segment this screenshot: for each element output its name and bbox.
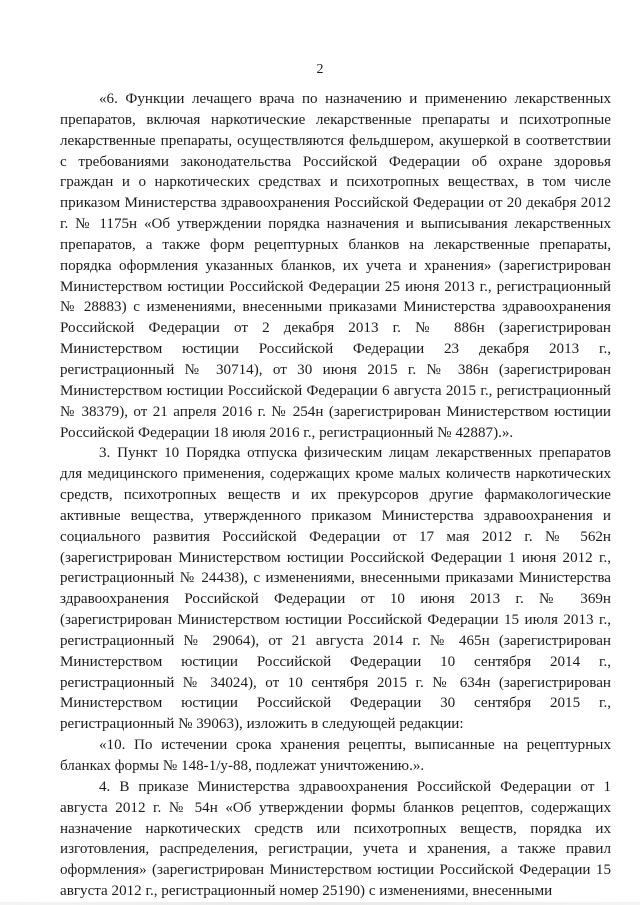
- paragraph-6-physician-functions: «6. Функции лечащего врача по назначению и применению лекарственных препаратов, включая наркотические лекарственные препараты и психотропные лекарственные препараты, осуществляются фельдшером, акушеркой в соответствии с требованиями законодательства Российской Федерации об охране здоровья граждан и о наркотических средствах и психотропных веществах, в том числе приказом Министерства здравоохранения Российской Федерации от 20 декабря 2012 г. № 1175н «Об утверждении порядка назначения и выписывания лекарственных препаратов, а также форм рецептурных бланков на лекарственные препараты, порядка оформления указанных бланков, их учета и хранения» (зарегистрирован Министерством юстиции Российской Федерации 25 июня 2013 г., регистрационный № 28883) с изменениями, внесенными приказами Министерства здравоохранения Российской Федерации от 2 декабря 2013 г. № 886н (зарегистрирован Министерством юстиции Российской Федерации 23 декабря 2013 г., регистрационный № 30714), от 30 июня 2015 г. № 386н (зарегистрирован Министерством юстиции Российской Федерации 6 августа 2015 г., регистрационный № 38379), от 21 апреля 2016 г. № 254н (зарегистрирован Министерством юстиции Российской Федерации 18 июля 2016 г., регистрационный № 42887).».: [60, 91, 611, 441]
- paragraph-4-order-54n: 4. В приказе Министерства здравоохранения Российской Федерации от 1 августа 2012 г. № 54н «Об утверждении формы бланков рецептов, содержащих назначение наркотических средств или психотропных веществ, порядка их изготовления, распределения, регистрации, учета и хранения, а также правил оформления» (зарегистрирован Министерством юстиции Российской Федерации 15 августа 2012 г., регистрационный номер 25190) с изменениями, внесенными: [60, 778, 611, 900]
- page-number: 2: [316, 62, 324, 77]
- paragraph-10-prescription-destruction: «10. По истечении срока хранения рецепты, выписанные на рецептурных бланках формы № 148-1/у-88, подлежат уничтожению.».: [60, 737, 611, 774]
- paragraph-3-dispensing-order: 3. Пункт 10 Порядка отпуска физическим лицам лекарственных препаратов для медицинского применения, содержащих кроме малых количеств наркотических средств, психотропных веществ и их прекурсоров другие фармакологические активные вещества, утвержденного приказом Министерства здравоохранения и социального развития Российской Федерации от 17 мая 2012 г. № 562н (зарегистрирован Министерством юстиции Российской Федерации 1 июня 2012 г., регистрационный № 24438), с изменениями, внесенными приказами Министерства здравоохранения Российской Федерации от 10 июня 2013 г. № 369н (зарегистрирован Министерством юстиции Российской Федерации 15 июля 2013 г., регистрационный № 29064), от 21 августа 2014 г. № 465н (зарегистрирован Министерством юстиции Российской Федерации 10 сентября 2014 г., регистрационный № 34024), от 10 сентября 2015 г. № 634н (зарегистрирован Министерством юстиции Российской Федерации 30 сентября 2015 г., регистрационный № 39063), изложить в следующей редакции:: [60, 445, 611, 733]
- document-body: [60, 89, 611, 902]
